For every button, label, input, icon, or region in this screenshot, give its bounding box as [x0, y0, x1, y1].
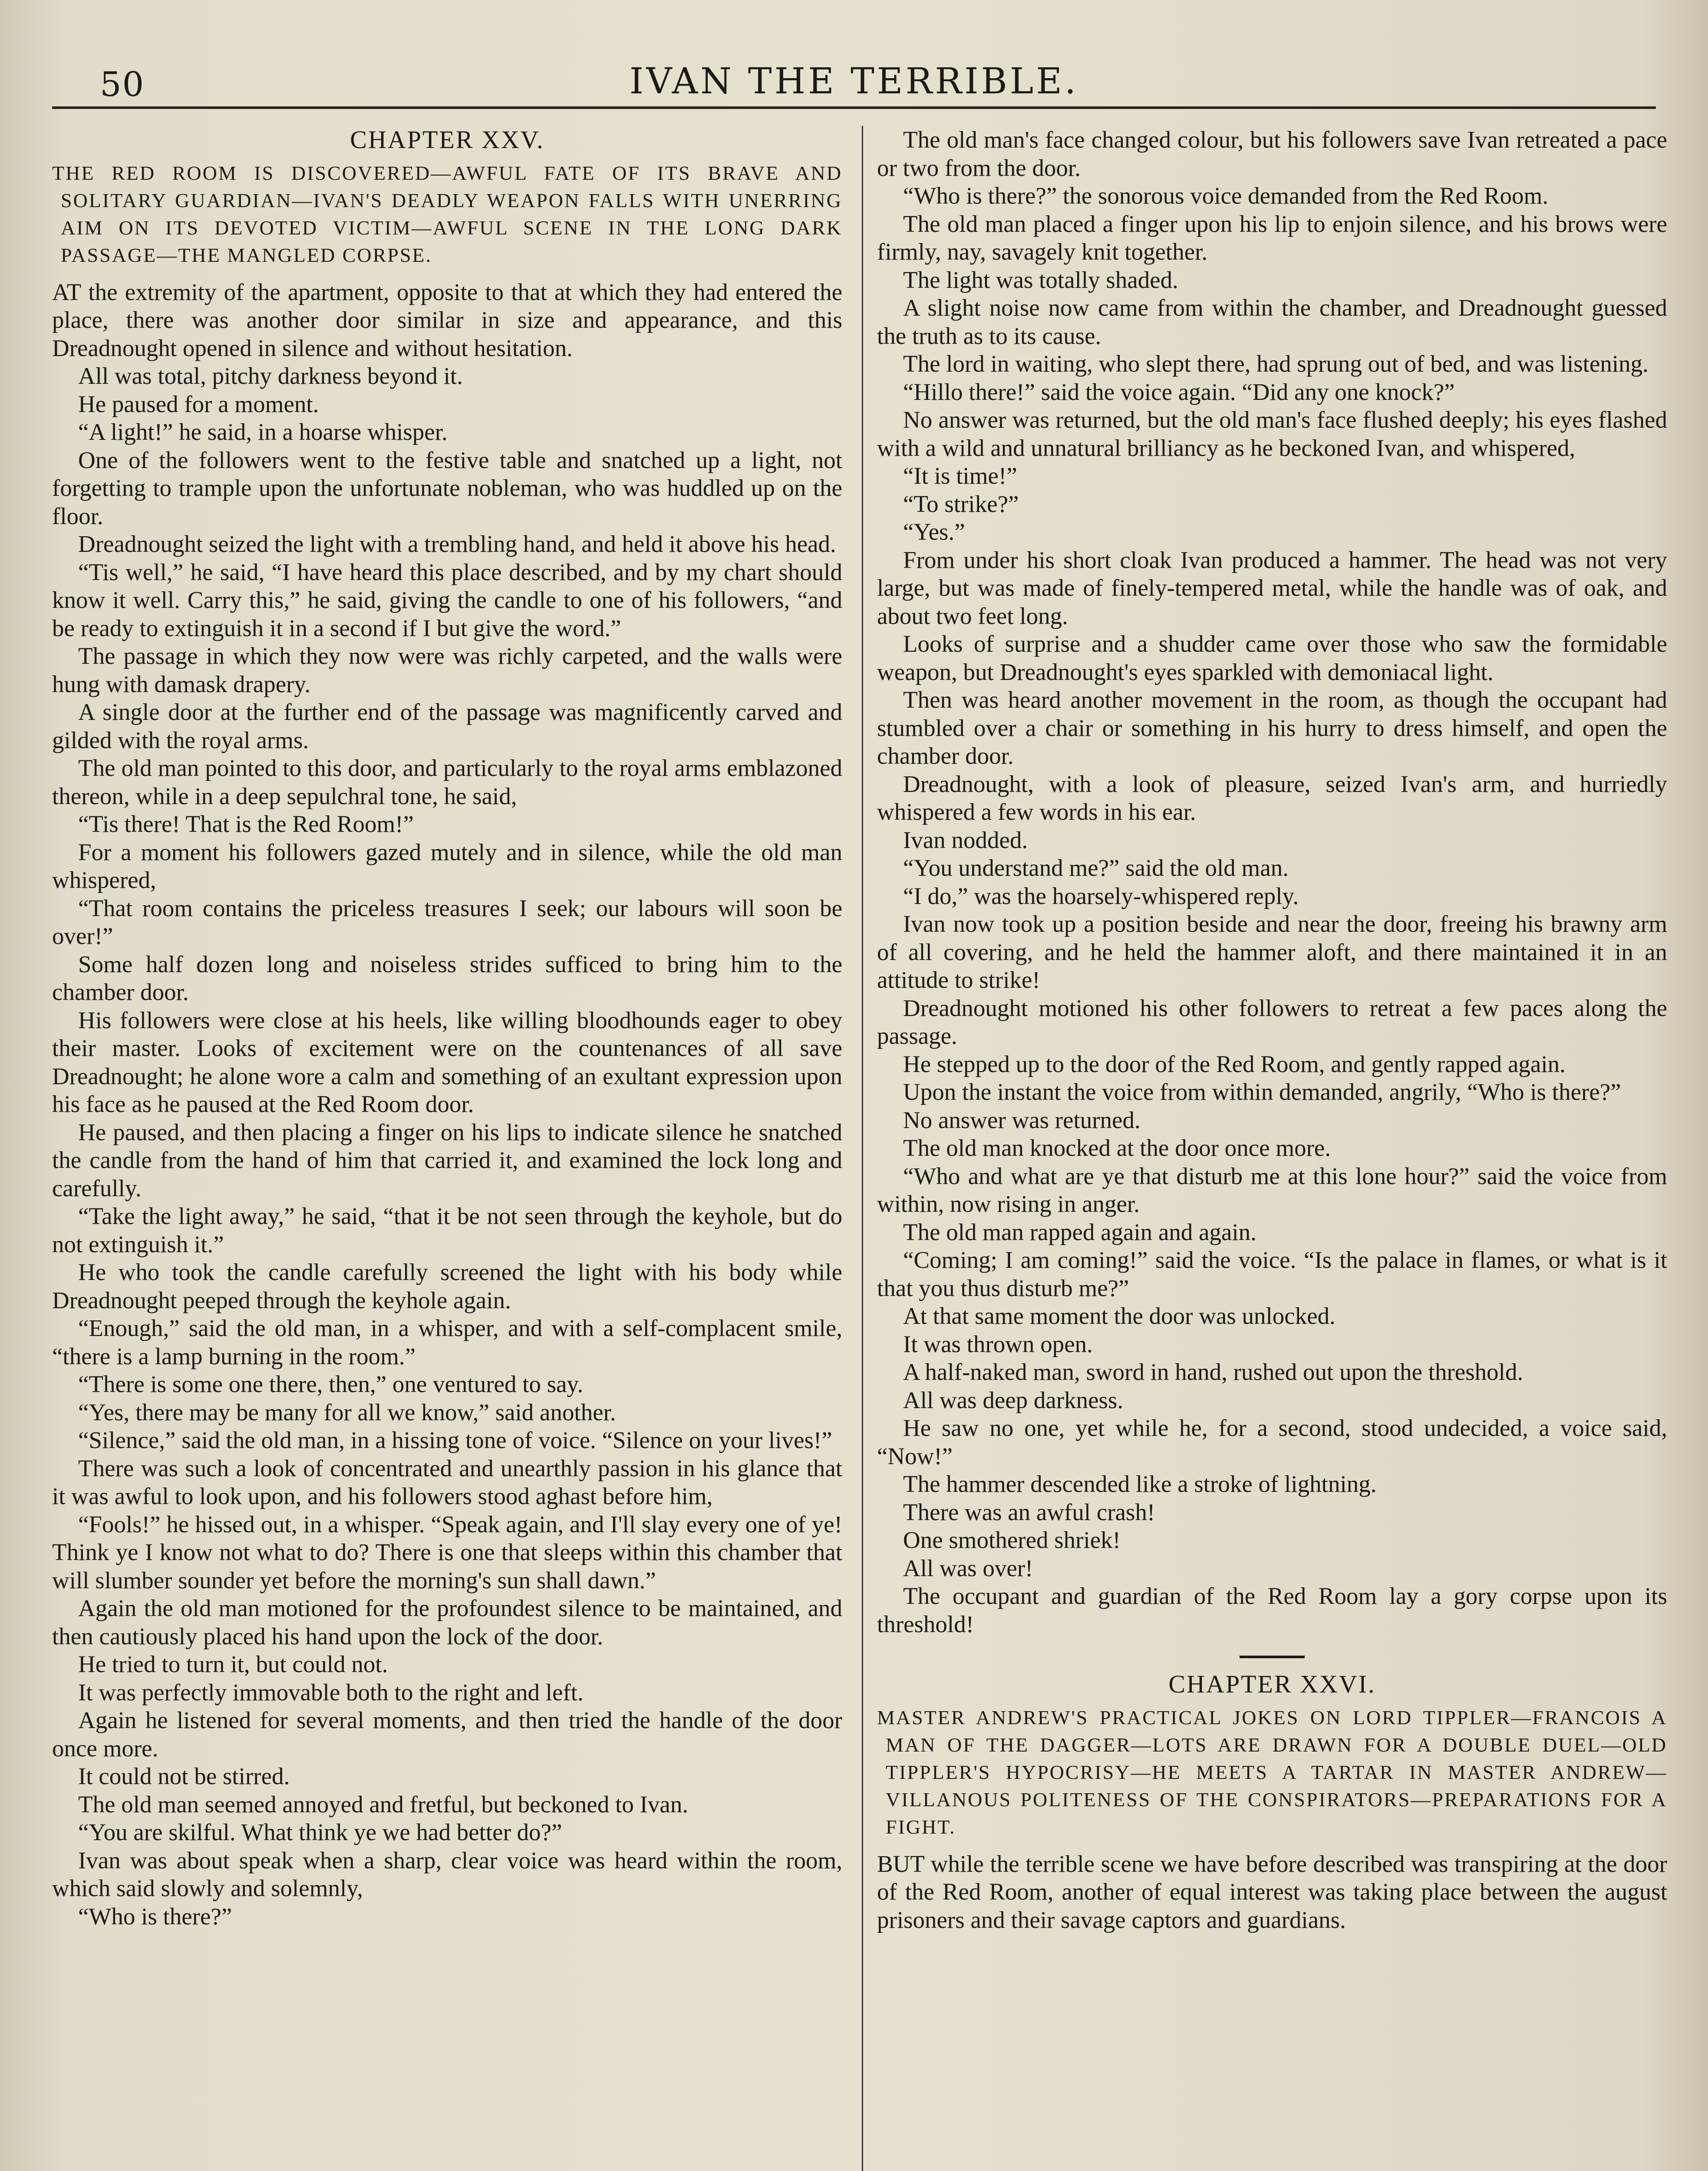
paragraph: “There is some one there, then,” one ventured to say.	[78, 1371, 584, 1397]
paragraph: “Who and what are ye that disturb me at this lone hour?” said the voice from within, now rising in anger.	[877, 1162, 1667, 1217]
paragraph: “Enough,” said the old man, in a whisper, and with a self-complacent smile, “there is a lamp burning in the room.”	[52, 1315, 842, 1369]
chapter-separator	[1240, 1656, 1305, 1658]
paragraph: Ivan was about speak when a sharp, clear voice was heard within the room, which said slowly and solemnly,	[52, 1847, 842, 1901]
paragraph: He paused for a moment.	[78, 390, 319, 417]
paragraph: He who took the candle carefully screened the light with his body while Dreadnought peeped through the keyhole again.	[52, 1259, 842, 1313]
paragraph: A single door at the further end of the passage was magnificently carved and gilded with the royal arms.	[52, 699, 842, 753]
paragraph: The old man rapped again and again.	[903, 1218, 1256, 1245]
right-column-body	[877, 126, 1667, 1638]
paragraph: The old man's face changed colour, but his followers save Ivan retreated a pace or two from the door.	[877, 126, 1667, 181]
paragraph: “Yes, there may be many for all we know,” said another.	[78, 1399, 616, 1425]
page-header	[52, 52, 1656, 104]
paragraph: Again he listened for several moments, and then tried the handle of the door once more.	[52, 1707, 842, 1762]
paragraph: The old man placed a finger upon his lip to enjoin silence, and his brows were firmly, nay, savagely knit together.	[877, 210, 1667, 265]
paragraph: “It is time!”	[903, 462, 1017, 489]
paragraph: “You are skilful. What think ye we had better do?”	[78, 1819, 562, 1845]
paragraph: The old man pointed to this door, and particularly to the royal arms emblazoned thereon, while in a deep sepulchral tone, he said,	[52, 755, 842, 809]
chapter-26-heading: CHAPTER XXVI.	[1168, 1670, 1376, 1698]
paragraph: AT the extremity of the apartment, opposite to that at which they had entered the place, there was another door similar in size and appearance, and this Dreadnought opened in silence and without hesitation.	[52, 278, 842, 361]
paragraph: “To strike?”	[903, 490, 1019, 517]
paragraph: “Hillo there!” said the voice again. “Did any one knock?”	[903, 378, 1455, 405]
paragraph: “Silence,” said the old man, in a hissing tone of voice. “Silence on your lives!”	[78, 1427, 832, 1453]
page-number: 50	[100, 65, 145, 104]
paragraph: “Tis there! That is the Red Room!”	[78, 811, 414, 837]
paragraph: “Take the light away,” he said, “that it be not seen through the keyhole, but do not extinguish it.”	[52, 1203, 842, 1257]
chapter-26-opening: BUT while the terrible scene we have before described was transpiring at the door of the Red Room, another of equal interest was taking place between the august prisoners and their savage captors and guardians.	[877, 1850, 1667, 1933]
column-divider	[862, 126, 863, 2171]
paragraph: He saw no one, yet while he, for a second, stood undecided, a voice said, “Now!”	[877, 1415, 1667, 1469]
paragraph: The light was totally shaded.	[903, 266, 1178, 293]
paragraph: “You understand me?” said the old man.	[903, 855, 1289, 881]
paragraph: “Who is there?” the sonorous voice demanded from the Red Room.	[903, 182, 1549, 209]
paragraph: All was total, pitchy darkness beyond it.	[78, 363, 463, 389]
paragraph: Ivan now took up a position beside and near the door, freeing his brawny arm of all covering, and he held the hammer aloft, and there maintained it in an attitude to strike!	[877, 911, 1667, 993]
paragraph: “Who is there?”	[78, 1903, 232, 1930]
paragraph: All was deep darkness.	[903, 1386, 1124, 1413]
paragraph: He paused, and then placing a finger on his lips to indicate silence he snatched the candle from the hand of him that carried it, and examined the lock long and carefully.	[52, 1118, 842, 1201]
paragraph: “I do,” was the hoarsely-whispered reply.	[903, 882, 1299, 909]
paragraph: No answer was returned.	[903, 1106, 1141, 1133]
paragraph: The occupant and guardian of the Red Room lay a gory corpse upon its threshold!	[877, 1583, 1667, 1637]
paragraph: The passage in which they now were was richly carpeted, and the walls were hung with damask drapery.	[52, 643, 842, 697]
paragraph: His followers were close at his heels, like willing bloodhounds eager to obey their master. Looks of excitement were on the countenances of all save Dreadnought; he alone wore a calm and something of an exultant expression upon his face as he paused at the Red Room door.	[52, 1006, 842, 1117]
paragraph: It could not be stirred.	[78, 1763, 290, 1789]
paragraph: He tried to turn it, but could not.	[78, 1651, 388, 1677]
paragraph: “Yes.”	[903, 518, 965, 545]
paragraph: Dreadnought seized the light with a trembling hand, and held it above his head.	[78, 531, 836, 557]
paragraph: A slight noise now came from within the chamber, and Dreadnought guessed the truth as to its cause.	[877, 294, 1667, 349]
running-title: IVAN THE TERRIBLE.	[629, 61, 1079, 102]
paragraph: He stepped up to the door of the Red Room, and gently rapped again.	[903, 1050, 1566, 1077]
header-rule	[52, 106, 1656, 109]
paragraph: There was an awful crash!	[903, 1498, 1155, 1525]
paragraph: Looks of surprise and a shudder came over those who saw the formidable weapon, but Dreadnought's eyes sparkled with demoniacal light.	[877, 630, 1667, 685]
paragraph: At that same moment the door was unlocked.	[903, 1303, 1335, 1329]
paragraph: Dreadnought motioned his other followers to retreat a few paces along the passage.	[877, 994, 1667, 1049]
paragraph: A half-naked man, sword in hand, rushed out upon the threshold.	[903, 1359, 1523, 1385]
paragraph: No answer was returned, but the old man's face flushed deeply; his eyes flashed with a wild and unnatural brilliancy as he beckoned Ivan, and whispered,	[877, 406, 1667, 461]
paragraph: Upon the instant the voice from within demanded, angrily, “Who is there?”	[903, 1079, 1621, 1105]
paragraph: Then was heard another movement in the room, as though the occupant had stumbled over a chair or something in his hurry to dress himself, and open the chamber door.	[877, 686, 1667, 769]
paragraph: “That room contains the priceless treasures I seek; our labours will soon be over!”	[52, 894, 842, 949]
paragraph: Some half dozen long and noiseless strides sufficed to bring him to the chamber door.	[52, 950, 842, 1005]
paragraph: Again the old man motioned for the profoundest silence to be maintained, and then cautiously placed his hand upon the lock of the door.	[52, 1595, 842, 1650]
paragraph: The old man knocked at the door once more.	[903, 1135, 1331, 1161]
paragraph: “Tis well,” he said, “I have heard this place described, and by my chart should know it well. Carry this,” he said, giving the candle to one of his followers, “and be ready to extinguish it in a second if I but give the word.”	[52, 558, 842, 641]
left-column-body	[52, 278, 842, 1931]
chapter-25-heading: CHAPTER XXV.	[350, 126, 544, 154]
paragraph: The lord in waiting, who slept there, had sprung out of bed, and was listening.	[903, 350, 1649, 377]
left-column	[52, 126, 842, 2171]
paragraph: Ivan nodded.	[903, 826, 1028, 853]
chapter-26-summary: MASTER ANDREW'S PRACTICAL JOKES ON LORD TIPPLER—FRANCOIS A MAN OF THE DAGGER—LOTS ARE DRAWN FOR A DOUBLE DUEL—OLD TIPPLER'S HYPOCRISY—HE MEETS A TARTAR IN MASTER ANDREW—VILLANOUS POLITENESS OF THE CONSPIRATORS—PREPARATIONS FOR A FIGHT.	[877, 1706, 1667, 1838]
chapter-25-summary: THE RED ROOM IS DISCOVERED—AWFUL FATE OF ITS BRAVE AND SOLITARY GUARDIAN—IVAN'S DEADLY WEAPON FALLS WITH UNERRING AIM ON ITS DEVOTED VICTIM—AWFUL SCENE IN THE LONG DARK PASSAGE—THE MANGLED CORPSE.	[52, 162, 842, 266]
paragraph: The hammer descended like a stroke of lightning.	[903, 1471, 1377, 1497]
right-column	[877, 126, 1667, 2171]
paragraph: “A light!” he said, in a hoarse whisper.	[78, 419, 448, 445]
paragraph: The old man seemed annoyed and fretful, but beckoned to Ivan.	[78, 1791, 689, 1818]
paragraph: It was thrown open.	[903, 1330, 1093, 1357]
paragraph: One smothered shriek!	[903, 1527, 1121, 1553]
paragraph: It was perfectly immovable both to the right and left.	[78, 1679, 584, 1706]
paragraph: For a moment his followers gazed mutely and in silence, while the old man whispered,	[52, 838, 842, 893]
paragraph: “Coming; I am coming!” said the voice. “Is the palace in flames, or what is it that you thus disturb me?”	[877, 1247, 1667, 1301]
paragraph: One of the followers went to the festive table and snatched up a light, not forgetting to trample upon the unfortunate nobleman, who was huddled up on the floor.	[52, 446, 842, 529]
paragraph: All was over!	[903, 1554, 1033, 1581]
paragraph: From under his short cloak Ivan produced a hammer. The head was not very large, but was made of finely-tempered metal, while the handle was of oak, and about two feet long.	[877, 546, 1667, 629]
paragraph: Dreadnought, with a look of pleasure, seized Ivan's arm, and hurriedly whispered a few words in his ear.	[877, 770, 1667, 825]
paragraph: “Fools!” he hissed out, in a whisper. “Speak again, and I'll slay every one of ye! Think ye I know not what to do? There is one that sleeps within this chamber that will slumber sounder yet before the morning's sun shall dawn.”	[52, 1511, 842, 1594]
paragraph: There was such a look of concentrated and unearthly passion in his glance that it was awful to look upon, and his followers stood aghast before him,	[52, 1455, 842, 1509]
